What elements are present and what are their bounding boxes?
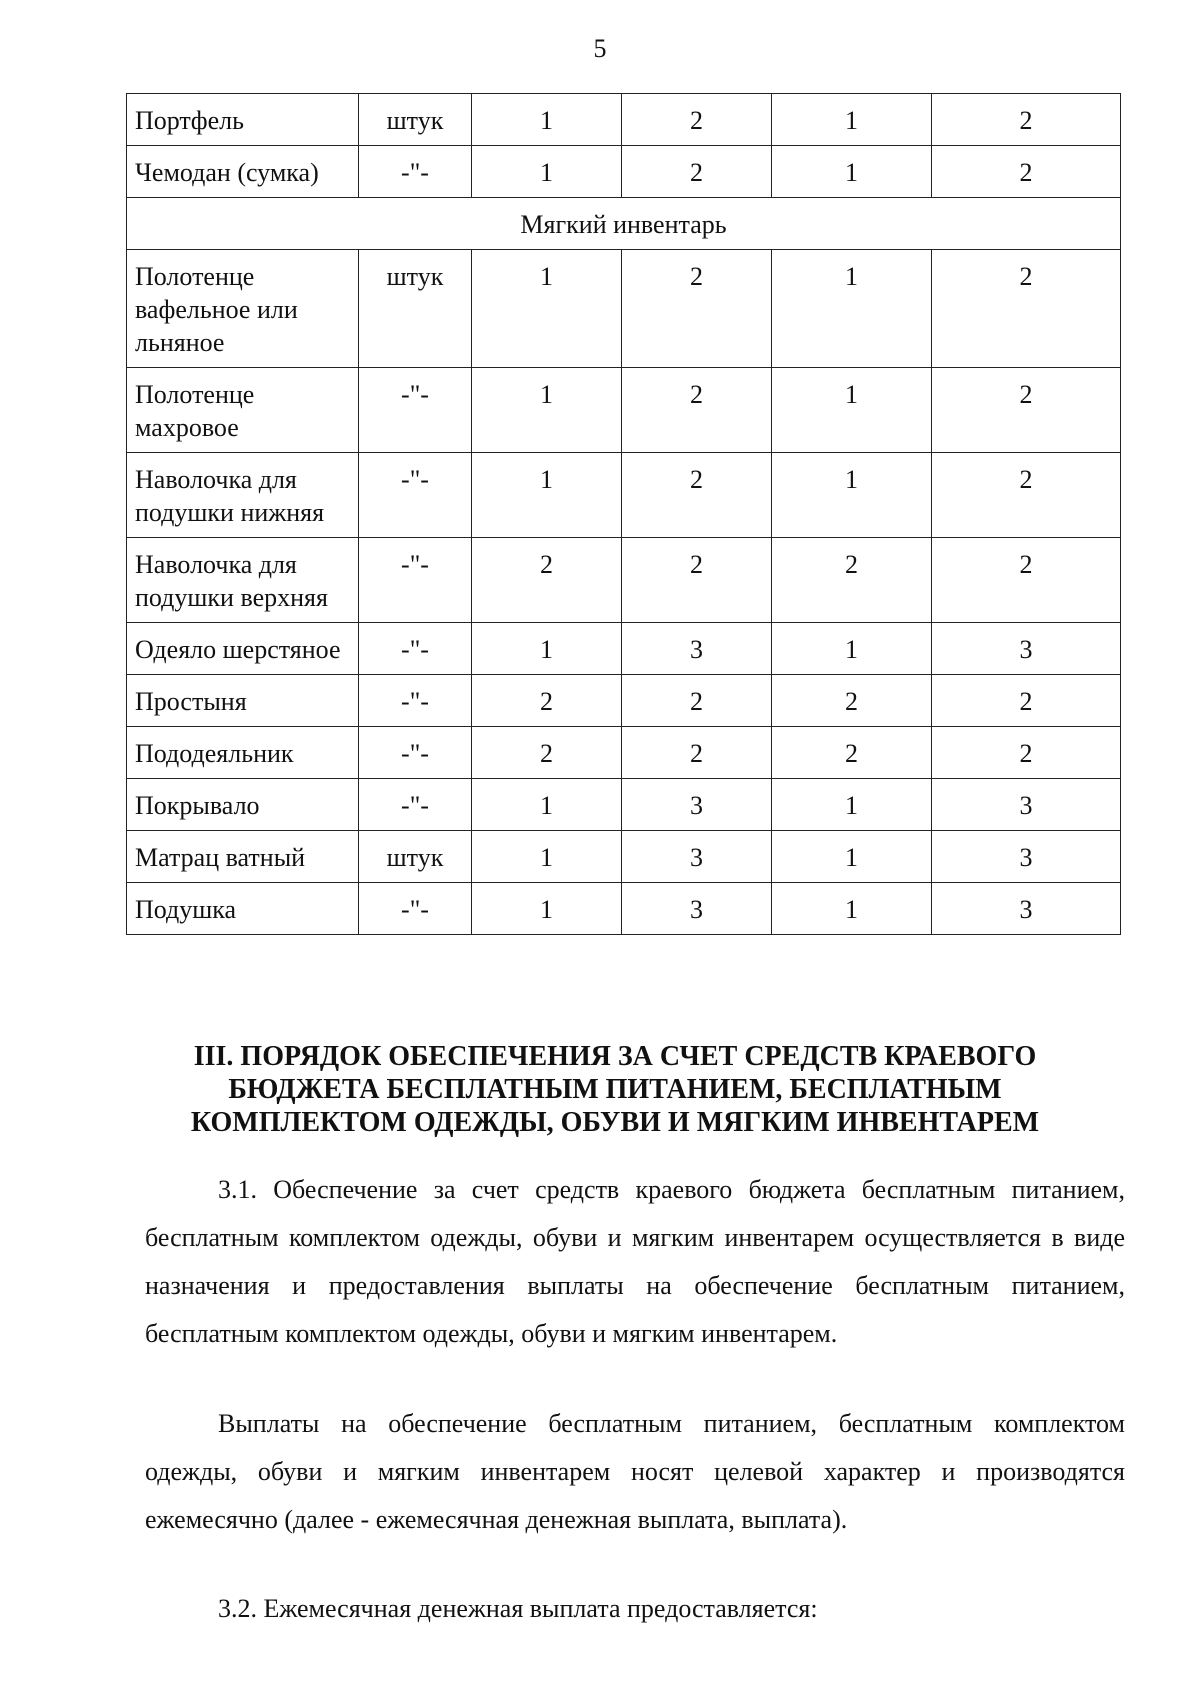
quantity-cell: 3 — [622, 623, 772, 675]
item-name-cell: Простыня — [127, 675, 359, 727]
quantity-cell: 2 — [622, 250, 772, 368]
quantity-cell: 2 — [772, 538, 932, 623]
table-row — [127, 623, 1121, 675]
quantity-cell: 1 — [472, 368, 622, 453]
quantity-cell: 1 — [772, 883, 932, 935]
quantity-cell: 2 — [472, 538, 622, 623]
unit-cell: штук — [359, 250, 472, 368]
quantity-cell: 1 — [772, 779, 932, 831]
item-name-cell: Одеяло шерстяное — [127, 623, 359, 675]
item-name-cell: Пододеяльник — [127, 727, 359, 779]
quantity-cell: 2 — [622, 368, 772, 453]
table-row — [127, 453, 1121, 538]
table-row — [127, 831, 1121, 883]
quantity-cell: 2 — [622, 538, 772, 623]
paragraph-3-2: 3.2. Ежемесячная денежная выплата предоставляется: — [218, 1594, 818, 1623]
quantity-cell: 1 — [772, 94, 932, 146]
quantity-cell: 2 — [622, 94, 772, 146]
quantity-cell: 2 — [932, 368, 1121, 453]
quantity-cell: 3 — [622, 883, 772, 935]
quantity-cell: 2 — [622, 675, 772, 727]
section-heading: III. ПОРЯДОК ОБЕСПЕЧЕНИЯ ЗА СЧЕТ СРЕДСТВ КРАЕВОГО БЮДЖЕТА БЕСПЛАТНЫМ ПИТАНИЕМ, БЕСПЛАТНЫМ КОМПЛЕКТОМ ОДЕЖДЫ, ОБУВИ И МЯГКИМ ИНВЕНТАРЕМ — [190, 1041, 1040, 1138]
quantity-cell: 2 — [932, 453, 1121, 538]
section-title: Мягкий инвентарь — [127, 198, 1121, 250]
quantity-cell: 1 — [472, 883, 622, 935]
table-row — [127, 538, 1121, 623]
unit-cell: -"- — [359, 538, 472, 623]
item-name-cell: Подушка — [127, 883, 359, 935]
unit-cell: -"- — [359, 453, 472, 538]
quantity-cell: 1 — [772, 623, 932, 675]
unit-cell: -"- — [359, 623, 472, 675]
quantity-cell: 3 — [622, 831, 772, 883]
items-table — [126, 93, 1121, 935]
quantity-cell: 1 — [772, 831, 932, 883]
unit-cell: -"- — [359, 368, 472, 453]
table-row — [127, 779, 1121, 831]
paragraph-payments: Выплаты на обеспечение бесплатным питанием, бесплатным комплектом одежды, обуви и мягким инвентарем носят целевой характер и производятся ежемесячно (далее - ежемесячная денежная выплата, выплата). — [145, 1409, 1125, 1534]
quantity-cell: 1 — [472, 623, 622, 675]
page-number: 5 — [593, 34, 607, 63]
unit-cell: -"- — [359, 675, 472, 727]
quantity-cell: 2 — [772, 727, 932, 779]
table-row — [127, 368, 1121, 453]
quantity-cell: 1 — [772, 453, 932, 538]
quantity-cell: 1 — [472, 779, 622, 831]
item-name-cell: Полотенце махровое — [127, 368, 359, 453]
quantity-cell: 2 — [932, 675, 1121, 727]
item-name-cell: Чемодан (сумка) — [127, 146, 359, 198]
quantity-cell: 1 — [472, 94, 622, 146]
quantity-cell: 3 — [622, 779, 772, 831]
item-name-cell: Портфель — [127, 94, 359, 146]
unit-cell: штук — [359, 831, 472, 883]
quantity-cell: 1 — [772, 146, 932, 198]
quantity-cell: 1 — [772, 250, 932, 368]
quantity-cell: 2 — [932, 727, 1121, 779]
table-row — [127, 94, 1121, 146]
quantity-cell: 3 — [932, 623, 1121, 675]
quantity-cell: 2 — [932, 250, 1121, 368]
quantity-cell: 2 — [772, 675, 932, 727]
item-name-cell: Матрац ватный — [127, 831, 359, 883]
quantity-cell: 2 — [622, 146, 772, 198]
quantity-cell: 3 — [932, 831, 1121, 883]
quantity-cell: 1 — [472, 250, 622, 368]
quantity-cell: 2 — [932, 94, 1121, 146]
quantity-cell: 1 — [472, 831, 622, 883]
quantity-cell: 2 — [622, 727, 772, 779]
table-row — [127, 727, 1121, 779]
unit-cell: -"- — [359, 146, 472, 198]
item-name-cell: Наволочка для подушки нижняя — [127, 453, 359, 538]
quantity-cell: 1 — [472, 453, 622, 538]
quantity-cell: 2 — [622, 453, 772, 538]
quantity-cell: 3 — [932, 779, 1121, 831]
unit-cell: штук — [359, 94, 472, 146]
paragraph-3-1: 3.1. Обеспечение за счет средств краевого бюджета бесплатным питанием, бесплатным комплектом одежды, обуви и мягким инвентарем осуществляется в виде назначения и предоставления выплаты на обеспечение бесплатным питанием, бесплатным комплектом одежды, обуви и мягким инвентарем. — [145, 1175, 1125, 1348]
item-name-cell: Полотенце вафельное или льняное — [127, 250, 359, 368]
quantity-cell: 1 — [772, 368, 932, 453]
table-row — [127, 250, 1121, 368]
item-name-cell: Покрывало — [127, 779, 359, 831]
quantity-cell: 2 — [932, 538, 1121, 623]
quantity-cell: 3 — [932, 883, 1121, 935]
table-row — [127, 146, 1121, 198]
quantity-cell: 2 — [472, 727, 622, 779]
quantity-cell: 2 — [932, 146, 1121, 198]
quantity-cell: 1 — [472, 146, 622, 198]
table-row — [127, 675, 1121, 727]
table-row — [127, 883, 1121, 935]
unit-cell: -"- — [359, 883, 472, 935]
unit-cell: -"- — [359, 727, 472, 779]
item-name-cell: Наволочка для подушки верхняя — [127, 538, 359, 623]
unit-cell: -"- — [359, 779, 472, 831]
section-row — [127, 198, 1121, 250]
quantity-cell: 2 — [472, 675, 622, 727]
